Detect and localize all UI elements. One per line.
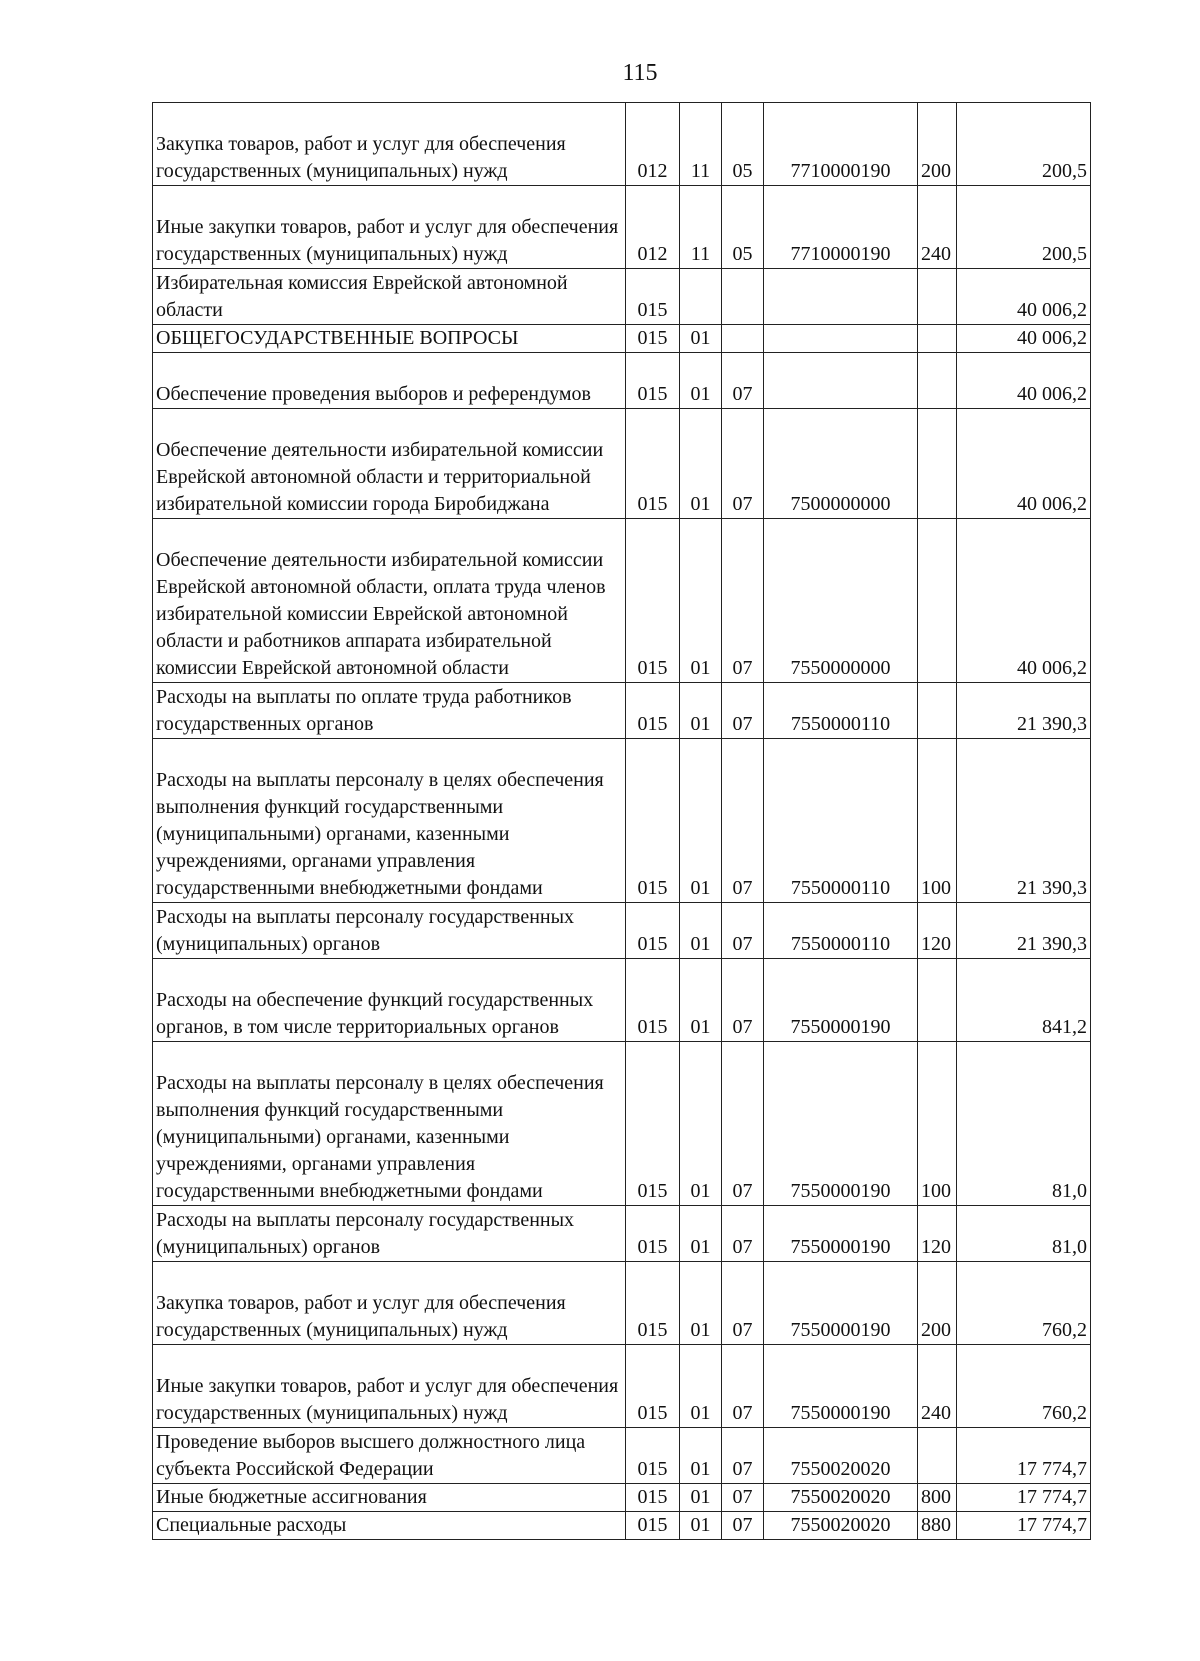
table-row (153, 1512, 1091, 1540)
row-rz: 01 (680, 683, 722, 739)
table-row (153, 1484, 1091, 1512)
row-sum: 40 006,2 (957, 353, 1091, 409)
row-pr: 07 (722, 519, 764, 683)
row-ved: 012 (626, 103, 680, 186)
row-pr: 07 (722, 683, 764, 739)
table-row (153, 409, 1091, 519)
row-vr: 100 (918, 739, 957, 903)
row-name: Обеспечение деятельности избирательной комиссии Еврейской автономной области и территориальной избирательной комиссии города Биробиджана (153, 409, 626, 519)
row-pr: 07 (722, 739, 764, 903)
row-pr: 07 (722, 1484, 764, 1512)
row-ved: 015 (626, 519, 680, 683)
table-row (153, 1345, 1091, 1428)
row-ved: 015 (626, 269, 680, 325)
row-sum: 200,5 (957, 103, 1091, 186)
row-sum: 760,2 (957, 1262, 1091, 1345)
row-rz: 01 (680, 1206, 722, 1262)
row-ved: 015 (626, 959, 680, 1042)
row-csr: 7550000190 (764, 1345, 918, 1428)
row-sum: 841,2 (957, 959, 1091, 1042)
table-row (153, 959, 1091, 1042)
row-rz: 01 (680, 903, 722, 959)
row-name: ОБЩЕГОСУДАРСТВЕННЫЕ ВОПРОСЫ (153, 325, 626, 353)
row-vr (918, 683, 957, 739)
row-name: Иные бюджетные ассигнования (153, 1484, 626, 1512)
row-vr (918, 353, 957, 409)
row-pr: 07 (722, 903, 764, 959)
row-vr: 800 (918, 1484, 957, 1512)
row-pr (722, 325, 764, 353)
row-pr: 05 (722, 103, 764, 186)
row-ved: 015 (626, 353, 680, 409)
row-pr: 07 (722, 1345, 764, 1428)
row-rz: 01 (680, 739, 722, 903)
row-csr: 7500000000 (764, 409, 918, 519)
row-sum: 17 774,7 (957, 1484, 1091, 1512)
row-csr (764, 353, 918, 409)
row-ved: 015 (626, 409, 680, 519)
row-rz: 01 (680, 1428, 722, 1484)
row-rz: 01 (680, 959, 722, 1042)
table-row (153, 903, 1091, 959)
row-pr: 07 (722, 959, 764, 1042)
row-csr: 7550000190 (764, 1262, 918, 1345)
table-row (153, 325, 1091, 353)
row-sum: 21 390,3 (957, 739, 1091, 903)
row-name: Расходы на выплаты персоналу государственных (муниципальных) органов (153, 903, 626, 959)
row-name: Расходы на выплаты персоналу в целях обеспечения выполнения функций государственными (муниципальными) органами, казенными учреждениями, органами управления государственными внебюджетными фондами (153, 739, 626, 903)
row-sum: 40 006,2 (957, 325, 1091, 353)
row-sum: 200,5 (957, 186, 1091, 269)
table-row (153, 1042, 1091, 1206)
row-pr: 07 (722, 1042, 764, 1206)
row-csr: 7550000190 (764, 959, 918, 1042)
row-name: Расходы на выплаты персоналу государственных (муниципальных) органов (153, 1206, 626, 1262)
row-csr: 7550000190 (764, 1206, 918, 1262)
row-ved: 015 (626, 1206, 680, 1262)
table-row (153, 519, 1091, 683)
row-vr: 200 (918, 1262, 957, 1345)
row-sum: 21 390,3 (957, 903, 1091, 959)
row-vr (918, 519, 957, 683)
table-row (153, 353, 1091, 409)
row-csr: 7550000110 (764, 739, 918, 903)
page-number: 115 (622, 60, 658, 86)
row-name: Проведение выборов высшего должностного лица субъекта Российской Федерации (153, 1428, 626, 1484)
table-row (153, 103, 1091, 186)
table-row (153, 186, 1091, 269)
row-rz: 01 (680, 325, 722, 353)
row-sum: 81,0 (957, 1042, 1091, 1206)
row-rz: 11 (680, 103, 722, 186)
row-pr: 05 (722, 186, 764, 269)
row-vr: 880 (918, 1512, 957, 1540)
row-ved: 012 (626, 186, 680, 269)
row-name: Специальные расходы (153, 1512, 626, 1540)
row-pr: 07 (722, 1262, 764, 1345)
row-rz: 11 (680, 186, 722, 269)
row-name: Закупка товаров, работ и услуг для обеспечения государственных (муниципальных) нужд (153, 103, 626, 186)
row-csr: 7550020020 (764, 1484, 918, 1512)
table-row (153, 683, 1091, 739)
row-ved: 015 (626, 1042, 680, 1206)
row-rz: 01 (680, 1345, 722, 1428)
row-vr: 100 (918, 1042, 957, 1206)
row-pr (722, 269, 764, 325)
row-sum: 17 774,7 (957, 1428, 1091, 1484)
row-csr (764, 269, 918, 325)
row-ved: 015 (626, 1345, 680, 1428)
row-csr: 7710000190 (764, 103, 918, 186)
row-vr (918, 1428, 957, 1484)
row-pr: 07 (722, 353, 764, 409)
row-csr: 7550000000 (764, 519, 918, 683)
row-vr (918, 269, 957, 325)
row-rz: 01 (680, 1262, 722, 1345)
row-rz (680, 269, 722, 325)
row-name: Закупка товаров, работ и услуг для обеспечения государственных (муниципальных) нужд (153, 1262, 626, 1345)
row-rz: 01 (680, 409, 722, 519)
row-sum: 17 774,7 (957, 1512, 1091, 1540)
row-csr: 7550020020 (764, 1512, 918, 1540)
row-vr (918, 409, 957, 519)
row-pr: 07 (722, 1428, 764, 1484)
row-name: Расходы на обеспечение функций государственных органов, в том числе территориальных органов (153, 959, 626, 1042)
row-pr: 07 (722, 1512, 764, 1540)
row-name: Иные закупки товаров, работ и услуг для обеспечения государственных (муниципальных) нужд (153, 186, 626, 269)
row-ved: 015 (626, 903, 680, 959)
row-ved: 015 (626, 1484, 680, 1512)
row-ved: 015 (626, 325, 680, 353)
row-csr: 7710000190 (764, 186, 918, 269)
budget-table-body (153, 103, 1091, 1540)
row-pr: 07 (722, 409, 764, 519)
row-csr (764, 325, 918, 353)
row-vr (918, 959, 957, 1042)
row-name: Расходы на выплаты по оплате труда работников государственных органов (153, 683, 626, 739)
row-sum: 760,2 (957, 1345, 1091, 1428)
row-csr: 7550000110 (764, 903, 918, 959)
table-row (153, 1262, 1091, 1345)
row-vr (918, 325, 957, 353)
row-vr: 240 (918, 1345, 957, 1428)
row-sum: 21 390,3 (957, 683, 1091, 739)
row-rz: 01 (680, 1042, 722, 1206)
row-ved: 015 (626, 1428, 680, 1484)
row-csr: 7550020020 (764, 1428, 918, 1484)
row-name: Обеспечение деятельности избирательной комиссии Еврейской автономной области, оплата труда членов избирательной комиссии Еврейской автономной области и работников аппарата избирательной комиссии Еврейской автономной области (153, 519, 626, 683)
row-vr: 120 (918, 903, 957, 959)
row-pr: 07 (722, 1206, 764, 1262)
row-csr: 7550000110 (764, 683, 918, 739)
row-ved: 015 (626, 683, 680, 739)
row-rz: 01 (680, 1484, 722, 1512)
row-name: Расходы на выплаты персоналу в целях обеспечения выполнения функций государственными (муниципальными) органами, казенными учреждениями, органами управления государственными внебюджетными фондами (153, 1042, 626, 1206)
row-rz: 01 (680, 353, 722, 409)
row-ved: 015 (626, 1262, 680, 1345)
row-ved: 015 (626, 1512, 680, 1540)
table-row (153, 739, 1091, 903)
budget-table (152, 102, 1091, 1540)
row-vr: 200 (918, 103, 957, 186)
row-sum: 40 006,2 (957, 409, 1091, 519)
table-row (153, 1206, 1091, 1262)
row-rz: 01 (680, 519, 722, 683)
row-vr: 120 (918, 1206, 957, 1262)
row-name: Обеспечение проведения выборов и референдумов (153, 353, 626, 409)
row-sum: 40 006,2 (957, 269, 1091, 325)
row-sum: 40 006,2 (957, 519, 1091, 683)
row-name: Иные закупки товаров, работ и услуг для обеспечения государственных (муниципальных) нужд (153, 1345, 626, 1428)
table-row (153, 269, 1091, 325)
table-row (153, 1428, 1091, 1484)
row-rz: 01 (680, 1512, 722, 1540)
row-ved: 015 (626, 739, 680, 903)
row-csr: 7550000190 (764, 1042, 918, 1206)
row-vr: 240 (918, 186, 957, 269)
row-sum: 81,0 (957, 1206, 1091, 1262)
row-name: Избирательная комиссия Еврейской автономной области (153, 269, 626, 325)
